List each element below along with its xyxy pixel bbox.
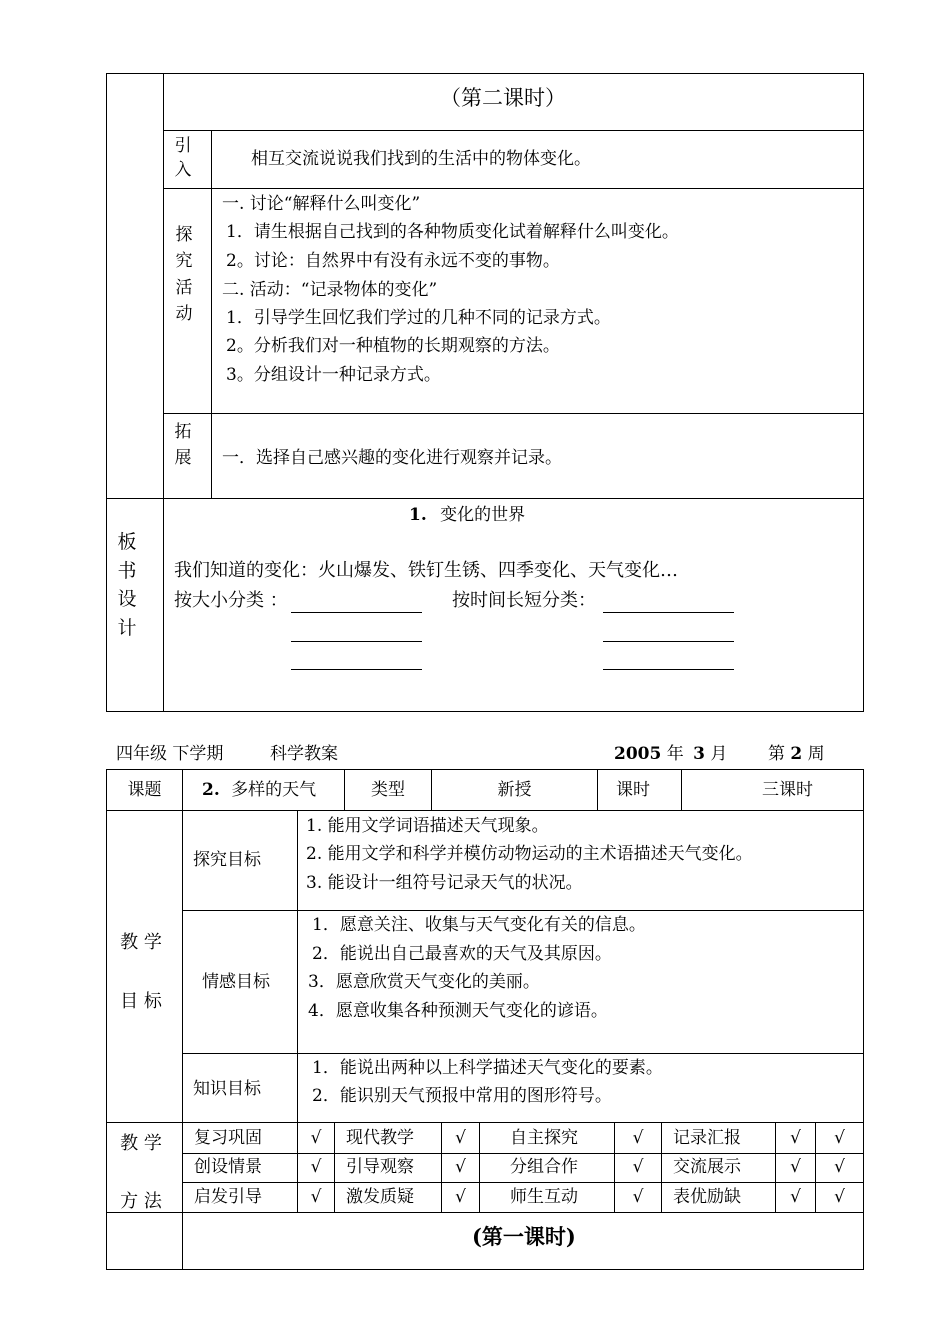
method-check: √ — [834, 1128, 845, 1148]
extend-label: 拓展 — [174, 422, 192, 469]
explore-line-2: 1．请生根据自己找到的各种物质变化试着解释什么叫变化。 — [226, 222, 679, 242]
method-check: √ — [790, 1128, 801, 1148]
goal-knowledge-line-1: 1．能说出两种以上科学描述天气变化的要素。 — [312, 1058, 663, 1078]
header-week-num: 2 — [790, 744, 803, 764]
method-check: √ — [310, 1187, 322, 1207]
first-lesson-heading: (第一课时) — [472, 1224, 576, 1249]
board-by-size: 按大小分类 ： — [174, 590, 288, 611]
method-check: √ — [790, 1187, 801, 1207]
goal-label-inquiry: 探究目标 — [193, 850, 261, 870]
header-date — [614, 746, 727, 763]
explore-line-7: 3。分组设计一种记录方式。 — [226, 365, 441, 385]
method-cell: 复习巩固 — [194, 1128, 262, 1148]
method-check: √ — [632, 1128, 644, 1148]
method-cell: 启发引导 — [194, 1187, 262, 1207]
board-blank — [291, 641, 422, 642]
goal-label-knowledge: 知识目标 — [193, 1079, 261, 1099]
goal-emotion-line-3: 3．愿意欣赏天气变化的美丽。 — [308, 972, 540, 992]
method-cell: 交流展示 — [673, 1157, 741, 1177]
header-grade: 四年级 下学期 — [116, 744, 224, 764]
board-label: 板书设计 — [117, 531, 137, 639]
method-cell: 师生互动 — [510, 1187, 578, 1207]
goal-inquiry-line-1: 1. 能用文学词语描述天气现象。 — [306, 816, 549, 836]
explore-label: 探究活动 — [175, 225, 193, 325]
explore-line-5: 1．引导学生回忆我们学过的几种不同的记录方式。 — [226, 308, 611, 328]
board-title-text: 变化的世界 — [440, 505, 526, 525]
method-check: √ — [790, 1157, 801, 1177]
explore-line-4: 二. 活动：“记录物体的变化” — [222, 280, 438, 300]
board-by-time: 按时间长短分类： — [452, 590, 596, 611]
goal-emotion-line-2: 2．能说出自己最喜欢的天气及其原因。 — [312, 944, 612, 964]
method-check: √ — [455, 1157, 466, 1177]
header-month-unit: 月 — [710, 744, 728, 764]
method-cell: 记录汇报 — [673, 1128, 741, 1148]
goal-inquiry-line-3: 3. 能设计一组符号记录天气的状况。 — [306, 873, 583, 893]
goal-label-emotion: 情感目标 — [202, 972, 270, 992]
method-cell: 分组合作 — [510, 1157, 578, 1177]
type-label: 类型 — [371, 780, 405, 800]
method-cell: 引导观察 — [346, 1157, 414, 1177]
method-check: √ — [455, 1187, 466, 1207]
topic-label: 课题 — [127, 780, 162, 800]
header-month: 3 — [693, 744, 705, 764]
period-value: 三课时 — [762, 780, 813, 800]
header-week-pre: 第 — [768, 744, 785, 764]
topic-num: 2. — [202, 780, 220, 800]
explore-line-1: 一. 讨论“解释什么叫变化” — [222, 194, 421, 214]
topic-value — [202, 782, 316, 799]
header-year-unit: 年 — [666, 744, 684, 764]
goal-knowledge-line-2: 2．能识别天气预报中常用的图形符号。 — [312, 1086, 612, 1106]
explore-line-3: 2。讨论：自然界中有没有永远不变的事物。 — [226, 251, 560, 271]
board-title-num: 1. — [409, 505, 427, 525]
board-blank — [603, 612, 734, 613]
goal-inquiry-line-2: 2. 能用文学和科学并模仿动物运动的主术语描述天气变化。 — [306, 844, 753, 864]
method-cell: 创设情景 — [194, 1157, 262, 1177]
method-check: √ — [632, 1157, 644, 1177]
method-check: √ — [310, 1128, 322, 1148]
method-cell: 表优励缺 — [673, 1187, 741, 1207]
type-value: 新授 — [497, 780, 532, 800]
method-cell: 自主探究 — [510, 1128, 578, 1148]
method-cell: 现代教学 — [346, 1128, 414, 1148]
extend-text: 一．选择自己感兴趣的变化进行观察并记录。 — [222, 448, 562, 468]
board-line-1: 我们知道的变化：火山爆发、铁钉生锈、四季变化、天气变化… — [174, 560, 678, 581]
method-check: √ — [834, 1187, 845, 1207]
method-check: √ — [310, 1157, 322, 1177]
intro-text: 相互交流说说我们找到的生活中的物体变化。 — [251, 149, 591, 169]
goal-emotion-line-4: 4．愿意收集各种预测天气变化的谚语。 — [308, 1001, 608, 1021]
board-blank — [603, 641, 734, 642]
method-cell: 激发质疑 — [346, 1187, 414, 1207]
board-blank — [291, 612, 422, 613]
intro-label: 引入 — [174, 136, 192, 180]
method-check: √ — [632, 1187, 644, 1207]
period-label: 课时 — [616, 780, 650, 800]
topic-text: 多样的天气 — [231, 780, 317, 800]
board-title — [409, 507, 525, 524]
board-blank — [603, 669, 734, 670]
header-subject: 科学教案 — [270, 744, 338, 764]
goal-emotion-line-1: 1．愿意关注、收集与天气变化有关的信息。 — [312, 915, 646, 935]
header-week-unit: 周 — [807, 744, 825, 764]
board-blank — [291, 669, 422, 670]
method-check: √ — [834, 1157, 845, 1177]
lesson-heading: （第二课时） — [440, 86, 566, 110]
explore-line-6: 2。分析我们对一种植物的长期观察的方法。 — [226, 336, 560, 356]
methods-label: 教 学 方 法 — [120, 1133, 162, 1212]
method-check: √ — [455, 1128, 466, 1148]
header-week — [768, 746, 825, 763]
goals-label: 教 学 目 标 — [120, 932, 162, 1013]
header-year: 2005 — [614, 744, 662, 764]
